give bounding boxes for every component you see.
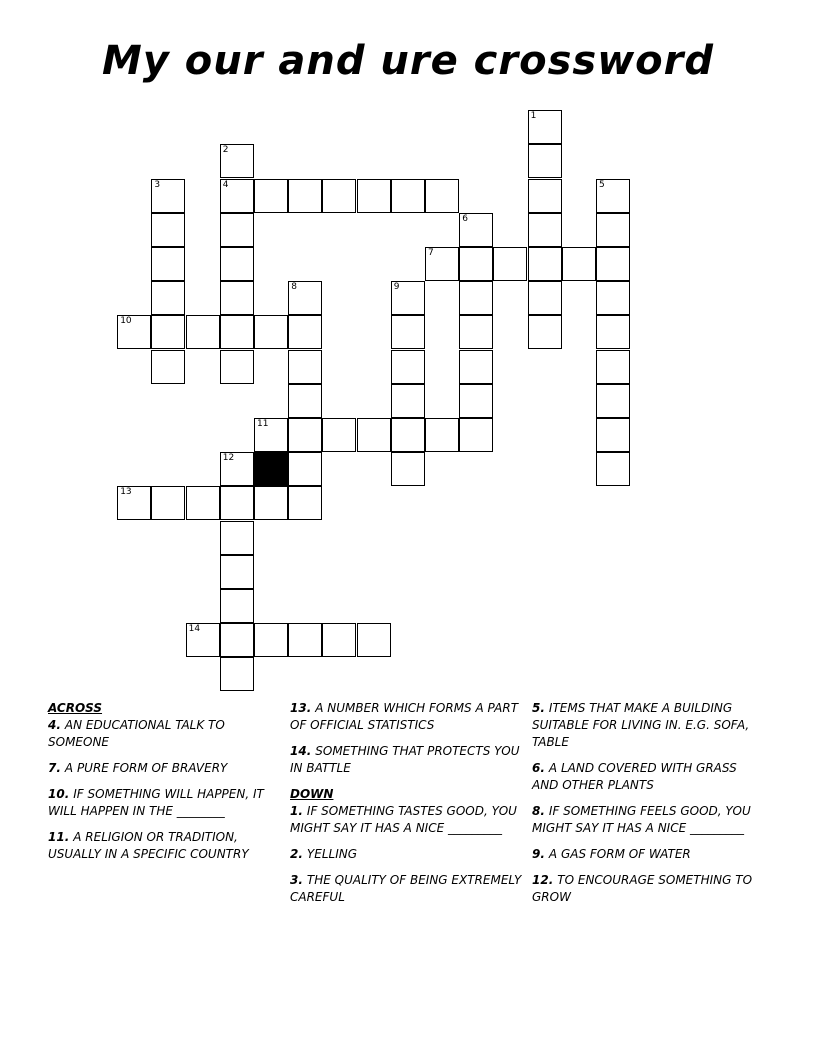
- grid-cell[interactable]: [425, 418, 459, 452]
- grid-cell[interactable]: [288, 486, 322, 520]
- clue-item-text: A PURE FORM OF BRAVERY: [64, 761, 228, 775]
- clue-number: 9: [393, 282, 400, 293]
- grid-cell[interactable]: [220, 486, 254, 520]
- clue-number: 1: [530, 111, 537, 122]
- grid-cell[interactable]: [220, 350, 254, 384]
- clue-item-text: SOMETHING THAT PROTECTS YOU IN BATTLE: [290, 744, 520, 775]
- grid-cell[interactable]: [528, 110, 562, 144]
- grid-cell[interactable]: [288, 418, 322, 452]
- grid-cell[interactable]: [220, 623, 254, 657]
- clue-item-number: 14.: [290, 744, 312, 758]
- grid-cell[interactable]: [596, 179, 630, 213]
- grid-cell[interactable]: [117, 315, 151, 349]
- clue-item-text: IF SOMETHING TASTES GOOD, YOU MIGHT SAY IT HAS A NICE _________: [290, 804, 517, 835]
- clue-number: 13: [120, 487, 132, 498]
- grid-cell[interactable]: [357, 623, 391, 657]
- grid-cell[interactable]: [288, 384, 322, 418]
- grid-cell[interactable]: [322, 623, 356, 657]
- grid-cell[interactable]: [254, 418, 288, 452]
- grid-cell[interactable]: [459, 247, 493, 281]
- clue-item: [48, 829, 280, 863]
- clue-item-text: AN EDUCATIONAL TALK TO SOMEONE: [48, 718, 225, 749]
- grid-cell[interactable]: [528, 213, 562, 247]
- grid-cell[interactable]: [459, 384, 493, 418]
- clue-number: 14: [188, 624, 201, 635]
- across-heading: ACROSS: [48, 701, 103, 715]
- clue-item: [290, 872, 522, 906]
- clue-item-text: A RELIGION OR TRADITION, USUALLY IN A SPECIFIC COUNTRY: [48, 830, 249, 861]
- grid-cell[interactable]: [288, 179, 322, 213]
- grid-cell[interactable]: [220, 247, 254, 281]
- grid-cell[interactable]: [151, 281, 185, 315]
- grid-cell[interactable]: [220, 179, 254, 213]
- across-clue-list-2: [290, 700, 522, 777]
- grid-cell[interactable]: [220, 281, 254, 315]
- clue-item: [532, 846, 764, 863]
- clue-item-text: TO ENCOURAGE SOMETHING TO GROW: [532, 873, 753, 904]
- clue-number: 2: [222, 145, 229, 156]
- grid-cell[interactable]: [186, 623, 220, 657]
- grid-cell[interactable]: [391, 281, 425, 315]
- grid-cell[interactable]: [288, 315, 322, 349]
- clue-item: [532, 700, 764, 751]
- clue-item: [290, 803, 522, 837]
- clue-item-text: THE QUALITY OF BEING EXTREMELY CAREFUL: [290, 873, 522, 904]
- clue-item: [290, 700, 522, 734]
- grid-cell[interactable]: [151, 179, 185, 213]
- grid-cell[interactable]: [220, 657, 254, 691]
- clue-item-text: YELLING: [306, 847, 358, 861]
- clue-item-text: A LAND COVERED WITH GRASS AND OTHER PLANTS: [532, 761, 737, 792]
- clue-item: [532, 803, 764, 837]
- grid-cell[interactable]: [220, 452, 254, 486]
- grid-cell[interactable]: [391, 315, 425, 349]
- clue-item-text: IF SOMETHING FEELS GOOD, YOU MIGHT SAY IT HAS A NICE _________: [532, 804, 751, 835]
- grid-cell[interactable]: [391, 384, 425, 418]
- grid-cell[interactable]: [220, 555, 254, 589]
- grid-cell[interactable]: [117, 486, 151, 520]
- clue-item: [48, 717, 280, 751]
- grid-cell[interactable]: [459, 213, 493, 247]
- grid-cell[interactable]: [596, 281, 630, 315]
- clue-number: 12: [222, 453, 235, 464]
- grid-cell[interactable]: [254, 486, 288, 520]
- grid-cell[interactable]: [596, 452, 630, 486]
- clue-item-number: 6.: [532, 761, 545, 775]
- clue-number: 11: [257, 419, 269, 429]
- grid-cell[interactable]: [151, 486, 185, 520]
- grid-cell[interactable]: [151, 350, 185, 384]
- down-clue-list-2: [532, 700, 764, 906]
- clue-item: [48, 760, 280, 777]
- clue-item-number: 1.: [290, 804, 303, 818]
- grid-cell[interactable]: [391, 350, 425, 384]
- grid-cell[interactable]: [596, 384, 630, 418]
- grid-cell[interactable]: [186, 486, 220, 520]
- grid-cell[interactable]: [254, 623, 288, 657]
- grid-cell[interactable]: [459, 281, 493, 315]
- clues-column-3: [532, 700, 764, 915]
- clue-number: 4: [222, 179, 229, 190]
- grid-cell[interactable]: [391, 452, 425, 486]
- grid-cell[interactable]: [596, 213, 630, 247]
- grid-cell[interactable]: [220, 589, 254, 623]
- clue-item-number: 3.: [290, 873, 303, 887]
- clue-item-number: 11.: [48, 830, 70, 844]
- across-clue-list-1: [48, 717, 280, 863]
- clue-item-number: 12.: [532, 873, 554, 887]
- grid-cell[interactable]: [425, 247, 459, 281]
- grid-cell[interactable]: [151, 247, 185, 281]
- grid-cell[interactable]: [151, 315, 185, 349]
- grid-cell[interactable]: [528, 247, 562, 281]
- clue-item-text: IF SOMETHING WILL HAPPEN, IT WILL HAPPEN IN THE ________: [48, 787, 264, 818]
- grid-cell[interactable]: [357, 418, 391, 452]
- grid-cell[interactable]: [254, 315, 288, 349]
- clue-number: 3: [154, 179, 161, 190]
- grid-cell[interactable]: [288, 281, 322, 315]
- clue-number: 8: [291, 282, 297, 293]
- grid-cell[interactable]: [528, 179, 562, 213]
- page-title: My our and ure crossword: [101, 38, 715, 84]
- grid-cell[interactable]: [186, 315, 220, 349]
- clue-number: 7: [428, 248, 434, 258]
- grid-cell[interactable]: [596, 315, 630, 349]
- clue-item-number: 13.: [290, 701, 312, 715]
- grid-cell[interactable]: [459, 350, 493, 384]
- clue-item-number: 2.: [290, 847, 303, 861]
- clue-item: [532, 760, 764, 794]
- grid-cell[interactable]: [425, 179, 459, 213]
- clue-item-number: 5.: [532, 701, 545, 715]
- clue-item-text: A NUMBER WHICH FORMS A PART OF OFFICIAL STATISTICS: [290, 701, 519, 732]
- grid-cell[interactable]: [391, 179, 425, 213]
- grid-cell[interactable]: [220, 315, 254, 349]
- grid-cell[interactable]: [322, 179, 356, 213]
- clue-number: 5: [599, 179, 605, 190]
- clue-item-number: 7.: [48, 761, 61, 775]
- down-clue-list-1: [290, 803, 522, 906]
- grid-cell[interactable]: [288, 350, 322, 384]
- clue-item: [290, 846, 522, 863]
- clues-column-2: [290, 700, 522, 915]
- grid-cell[interactable]: [288, 623, 322, 657]
- grid-cell[interactable]: [459, 418, 493, 452]
- grid-cell[interactable]: [528, 144, 562, 178]
- grid-cell[interactable]: [151, 213, 185, 247]
- clue-item-number: 9.: [532, 847, 545, 861]
- grid-cell[interactable]: [391, 418, 425, 452]
- clue-item: [48, 786, 280, 820]
- clue-item: [290, 743, 522, 777]
- clue-number: 10: [120, 316, 132, 327]
- grid-cell[interactable]: [528, 315, 562, 349]
- grid-cell[interactable]: [596, 247, 630, 281]
- grid-cell[interactable]: [562, 247, 596, 281]
- grid-cell[interactable]: [254, 179, 288, 213]
- grid-cell[interactable]: [596, 418, 630, 452]
- grid-cell[interactable]: [220, 144, 254, 178]
- grid-cell[interactable]: [459, 315, 493, 349]
- clue-item-text: A GAS FORM OF WATER: [548, 847, 691, 861]
- grid-cell[interactable]: [493, 247, 527, 281]
- clue-item-text: ITEMS THAT MAKE A BUILDING SUITABLE FOR LIVING IN. E.G. SOFA, TABLE: [532, 701, 750, 749]
- grid-cell[interactable]: [357, 179, 391, 213]
- clues-column-1: [48, 700, 280, 872]
- grid-cell[interactable]: [288, 452, 322, 486]
- clue-item-number: 8.: [532, 804, 545, 818]
- grid-cell[interactable]: [528, 281, 562, 315]
- clue-number: 6: [462, 213, 468, 224]
- clue-item-number: 10.: [48, 787, 70, 801]
- grid-cell[interactable]: [220, 213, 254, 247]
- grid-cell[interactable]: [220, 521, 254, 555]
- clue-item-number: 4.: [48, 718, 61, 732]
- black-square: [254, 452, 288, 486]
- grid-cell[interactable]: [596, 350, 630, 384]
- clue-item: [532, 872, 764, 906]
- grid-cell[interactable]: [322, 418, 356, 452]
- down-heading: DOWN: [290, 787, 334, 801]
